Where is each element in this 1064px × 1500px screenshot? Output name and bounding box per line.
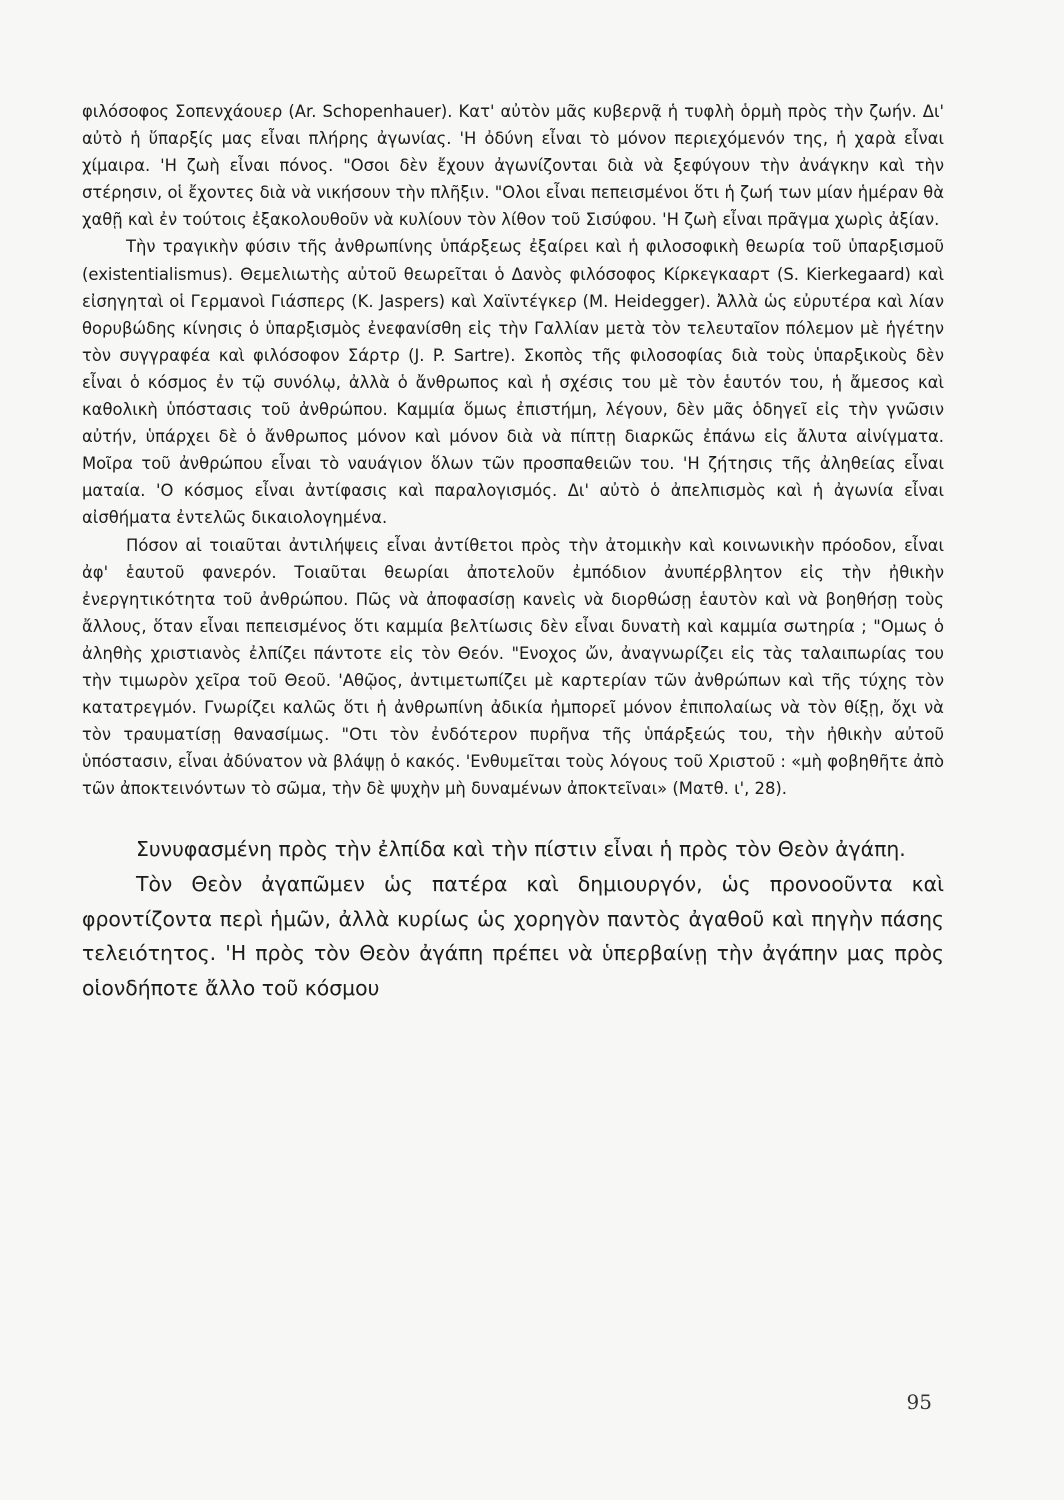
paragraph-love-of-god: Τὸν Θεὸν ἀγαπῶμεν ὡς πατέρα καὶ δημιουργόν, ὡς προνοοῦντα καὶ φροντίζοντα περὶ ἡμῶν, ἀλλὰ κυρίως ὡς χορηγὸν παντὸς ἀγαθοῦ καὶ πηγὴν πάσης τελειότητος. 'Η πρὸς τὸν Θεὸν ἀγάπη πρέπει νὰ ὑπερβαίνῃ τὴν ἀγάπην μας πρὸς οἱονδήποτε ἄλλο τοῦ κόσμου [82, 872, 944, 1000]
paragraph-schopenhauer: φιλόσοφος Σοπενχάουερ (Ar. Schopenhauer). Κατ' αὐτὸν μᾶς κυβερνᾷ ἡ τυφλὴ ὁρμὴ πρὸς τὴν ζωήν. Δι' αὐτὸ ἡ ὕπαρξίς μας εἶναι πλήρης ἀγωνίας. 'Η ὀδύνη εἶναι τὸ μόνον περιεχόμενόν της, ἡ χαρὰ εἶναι χίμαιρα. 'Η ζωὴ εἶναι πόνος. "Οσοι δὲν ἔχουν ἀγωνίζονται διὰ νὰ ξεφύγουν τὴν ἀνάγκην καὶ τὴν στέρησιν, οἱ ἔχοντες διὰ νὰ νικήσουν τὴν πλῆξιν. "Ολοι εἶναι πεπεισμένοι ὅτι ἡ ζωή των μίαν ἡμέραν θὰ χαθῇ καὶ ἐν τούτοις ἐξακολουθοῦν νὰ κυλίουν τὸν λίθον τοῦ Σισύφου. 'Η ζωὴ εἶναι πρᾶγμα χωρὶς ἀξίαν. [82, 102, 944, 230]
page-body [82, 98, 944, 1005]
paragraph-existentialism: Τὴν τραγικὴν φύσιν τῆς ἀνθρωπίνης ὑπάρξεως ἐξαίρει καὶ ἡ φιλοσοφικὴ θεωρία τοῦ ὑπαρξισμοῦ (existentialismus). Θεμελιωτὴς αὐτοῦ θεωρεῖται ὁ Δανὸς φιλόσοφος Κίρκεγκααρτ (S. Kierkegaard) καὶ εἰσηγηταὶ οἱ Γερμανοὶ Γιάσπερς (K. Jaspers) καὶ Χαϊντέγκερ (M. Heidegger). Ἀλλὰ ὡς εὐρυτέρα καὶ λίαν θορυβώδης κίνησις ὁ ὑπαρξισμὸς ἐνεφανίσθη εἰς τὴν Γαλλίαν μετὰ τὸν τελευταῖον πόλεμον μὲ ἡγέτην τὸν συγγραφέα καὶ φιλόσοφον Σάρτρ (J. P. Sartre). Σκοπὸς τῆς φιλοσοφίας διὰ τοὺς ὑπαρξικοὺς δὲν εἶναι ὁ κόσμος ἐν τῷ συνόλῳ, ἀλλὰ ὁ ἄνθρωπος καὶ ἡ σχέσις του μὲ τὸν ἑαυτόν του, ἡ ἄμεσος καὶ καθολικὴ ὑπόστασις τοῦ ἀνθρώπου. Καμμία ὅμως ἐπιστήμη, λέγουν, δὲν μᾶς ὁδηγεῖ εἰς τὴν γνῶσιν αὐτήν, ὑπάρχει δὲ ὁ ἄνθρωπος μόνον καὶ μόνον διὰ νὰ πίπτῃ διαρκῶς ἐπάνω εἰς ἄλυτα αἰνίγματα. Μοῖρα τοῦ ἀνθρώπου εἶναι τὸ ναυάγιον ὅλων τῶν προσπαθειῶν του. 'Η ζήτησις τῆς ἀληθείας εἶναι ματαία. 'Ο κόσμος εἶναι ἀντίφασις καὶ παραλογισμός. Δι' αὐτὸ ὁ ἀπελπισμὸς καὶ ἡ ἀγωνία εἶναι αἰσθήματα ἐντελῶς δικαιολογημένα. [82, 237, 944, 528]
page-number: 95 [906, 1390, 932, 1414]
paragraph-love-of-god-heading: Συνυφασμένη πρὸς τὴν ἐλπίδα καὶ τὴν πίστιν εἶναι ἡ πρὸς τὸν Θεὸν ἀγάπη. [136, 837, 906, 862]
text-section-large [82, 832, 944, 1005]
text-section-small [82, 98, 944, 802]
paragraph-christian-hope: Πόσον αἱ τοιαῦται ἀντιλήψεις εἶναι ἀντίθετοι πρὸς τὴν ἀτομικὴν καὶ κοινωνικὴν πρόοδον, εἶναι ἀφ' ἑαυτοῦ φανερόν. Τοιαῦται θεωρίαι ἀποτελοῦν ἐμπόδιον ἀνυπέρβλητον εἰς τὴν ἠθικὴν ἐνεργητικότητα τοῦ ἀνθρώπου. Πῶς νὰ ἀποφασίσῃ κανεὶς νὰ διορθώσῃ ἑαυτὸν καὶ νὰ βοηθήσῃ τοὺς ἄλλους, ὅταν εἶναι πεπεισμένος ὅτι καμμία βελτίωσις δὲν εἶναι δυνατὴ καὶ καμμία σωτηρία ; "Ομως ὁ ἀληθὴς χριστιανὸς ἐλπίζει πάντοτε εἰς τὸν Θεόν. "Ενοχος ὤν, ἀναγνωρίζει εἰς τὰς ταλαιπωρίας του τὴν τιμωρὸν χεῖρα τοῦ Θεοῦ. 'Αθῷος, ἀντιμετωπίζει μὲ καρτερίαν τῶν ἀνθρώπων καὶ τῆς τύχης τὸν κατατρεγμόν. Γνωρίζει καλῶς ὅτι ἡ ἀνθρωπίνη ἀδικία ἠμπορεῖ μόνον ἐπιπολαίως νὰ τὸν θίξῃ, ὄχι νὰ τὸν τραυματίσῃ θανασίμως. "Οτι τὸν ἐνδότερον πυρῆνα τῆς ὑπάρξεώς του, τὴν ἠθικὴν αὐτοῦ ὑπόστασιν, εἶναι ἀδύνατον νὰ βλάψῃ ὁ κακός. 'Ενθυμεῖται τοὺς λόγους τοῦ Χριστοῦ : «μὴ φοβηθῆτε ἀπὸ τῶν ἀποκτεινόντων τὸ σῶμα, τὴν δὲ ψυχὴν μὴ δυναμένων ἀποκτεῖναι» (Ματθ. ι', 28). [82, 535, 944, 799]
